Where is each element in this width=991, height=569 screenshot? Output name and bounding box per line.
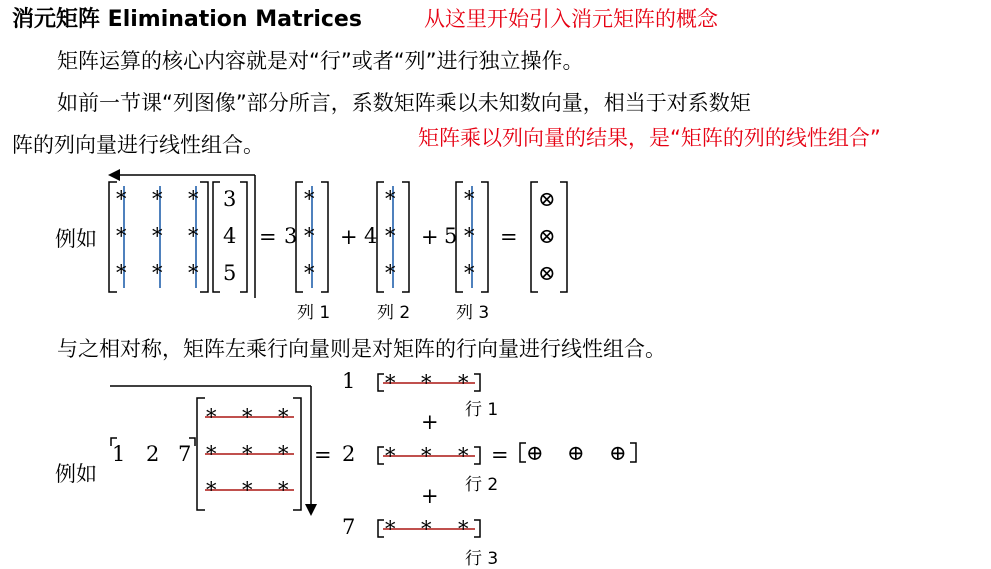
row-entry: *	[421, 444, 432, 468]
example-2-label: 例如	[55, 462, 97, 486]
row-vector-entry: 2	[146, 442, 160, 466]
column-entry: *	[304, 224, 315, 248]
row-vector-entry: 1	[112, 442, 126, 466]
row-label: 行 1	[465, 400, 499, 420]
column-label: 列 1	[297, 303, 331, 323]
matrix-entry: *	[152, 187, 163, 211]
down-arrow-head	[305, 504, 317, 516]
matrix-entry: *	[116, 187, 127, 211]
result-entry: ⊗	[538, 224, 556, 248]
result-entry: ⊗	[538, 187, 556, 211]
result-entry: ⊕	[609, 441, 627, 465]
plus-sign: +	[421, 225, 439, 249]
matrix-entry: *	[152, 261, 163, 285]
plus-sign: +	[421, 410, 439, 434]
paragraph-2-line-2: 阵的列向量进行线性组合。	[12, 133, 264, 157]
matrix-entry: *	[242, 405, 253, 429]
vector-entry: 4	[223, 224, 237, 248]
plus-sign: +	[421, 484, 439, 508]
matrix-entry: *	[278, 478, 289, 502]
column-entry: *	[385, 187, 396, 211]
paragraph-1: 矩阵运算的核心内容就是对“行”或者“列”进行独立操作。	[57, 49, 584, 73]
matrix-entry: *	[242, 442, 253, 466]
row-entry: *	[385, 444, 396, 468]
equals-sign: =	[491, 443, 509, 467]
matrix-entry: *	[242, 478, 253, 502]
matrix-entry: *	[206, 478, 217, 502]
row-entry: *	[385, 517, 396, 541]
equals-sign: =	[500, 225, 518, 249]
column-entry: *	[464, 187, 475, 211]
matrix-entry: *	[206, 442, 217, 466]
row-label: 行 2	[465, 475, 499, 495]
matrix-entry: *	[206, 405, 217, 429]
coefficient: 2	[342, 442, 356, 466]
row-vector-entry: 7	[178, 442, 192, 466]
matrix-entry: *	[278, 442, 289, 466]
matrix-entry: *	[188, 261, 199, 285]
column-entry: *	[304, 187, 315, 211]
coefficient: 3	[284, 224, 298, 248]
vector-entry: 3	[223, 187, 237, 211]
row-entry: *	[458, 517, 469, 541]
coefficient: 1	[342, 369, 356, 393]
example-1-label: 例如	[55, 227, 97, 251]
matrix-entry: *	[152, 224, 163, 248]
row-entry: *	[421, 371, 432, 395]
result-entry: ⊕	[526, 441, 544, 465]
heading-note: 从这里开始引入消元矩阵的概念	[424, 7, 718, 31]
row-entry: *	[385, 371, 396, 395]
row-entry: *	[421, 517, 432, 541]
row-entry: *	[458, 371, 469, 395]
paragraph-2-line-1: 如前一节课“列图像”部分所言，系数矩阵乘以未知数向量，相当于对系数矩	[57, 91, 751, 115]
column-entry: *	[385, 261, 396, 285]
equals-sign: =	[314, 443, 332, 467]
matrix-entry: *	[188, 187, 199, 211]
column-entry: *	[304, 261, 315, 285]
matrix-entry: *	[188, 224, 199, 248]
column-entry: *	[464, 261, 475, 285]
result-entry: ⊗	[538, 261, 556, 285]
coefficient: 4	[364, 224, 378, 248]
column-combination-note: 矩阵乘以列向量的结果，是“矩阵的列的线性组合”	[418, 126, 881, 150]
column-entry: *	[385, 224, 396, 248]
result-entry: ⊕	[567, 441, 585, 465]
row-label: 行 3	[465, 549, 499, 569]
equals-sign: =	[259, 225, 277, 249]
column-entry: *	[464, 224, 475, 248]
coefficient: 7	[342, 515, 356, 539]
row-entry: *	[458, 444, 469, 468]
column-label: 列 2	[377, 303, 411, 323]
page-title: 消元矩阵 Elimination Matrices	[12, 7, 362, 32]
matrix-entry: *	[278, 405, 289, 429]
matrix-entry: *	[116, 224, 127, 248]
plus-sign: +	[340, 225, 358, 249]
column-label: 列 3	[456, 303, 490, 323]
paragraph-3: 与之相对称，矩阵左乘行向量则是对矩阵的行向量进行线性组合。	[57, 337, 666, 361]
coefficient: 5	[444, 224, 458, 248]
matrix-entry: *	[116, 261, 127, 285]
vector-entry: 5	[223, 261, 237, 285]
